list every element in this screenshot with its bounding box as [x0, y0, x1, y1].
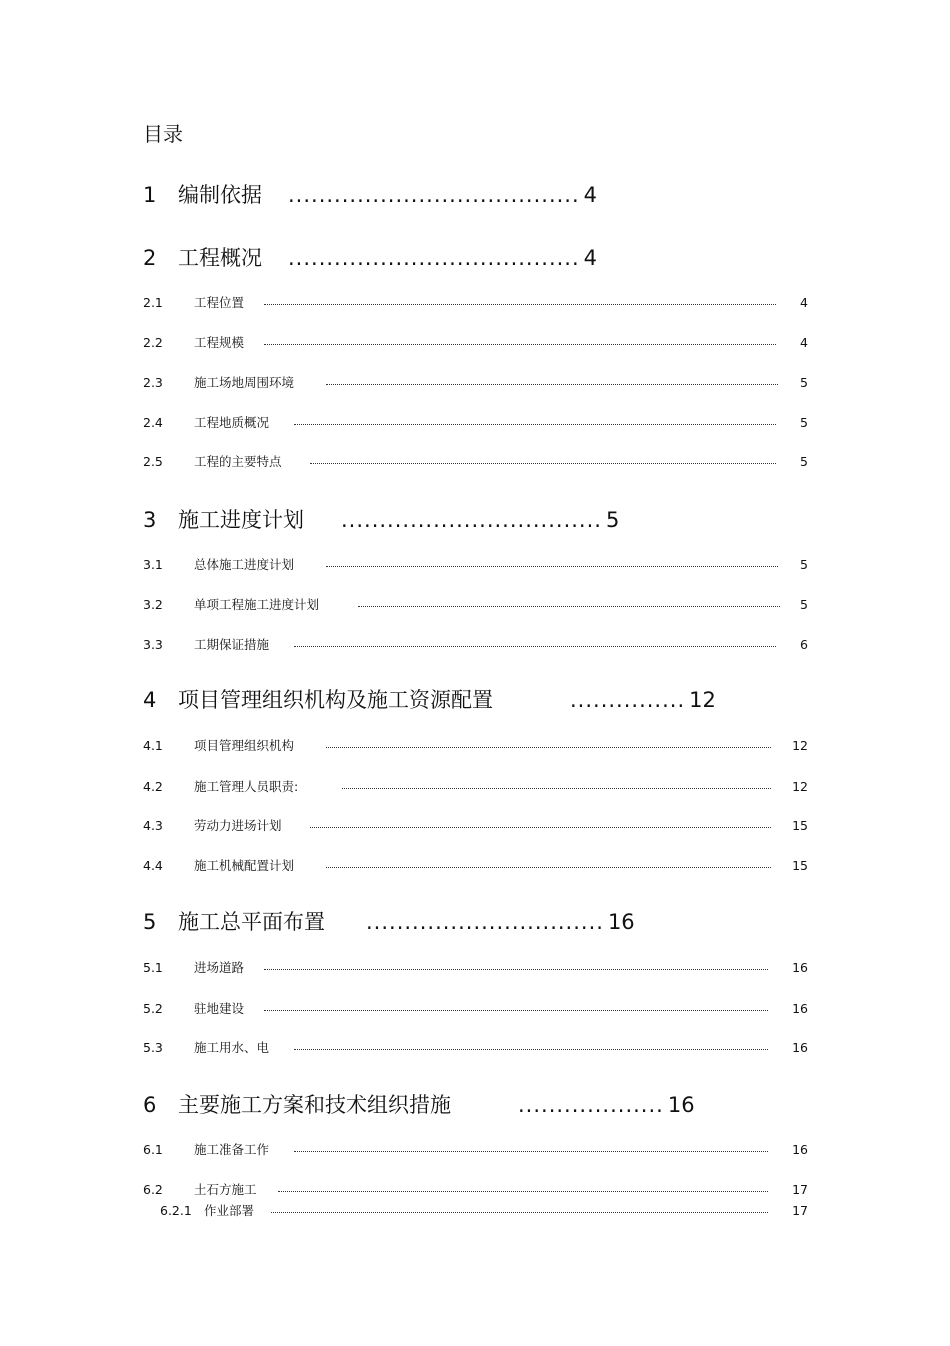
toc-page: 4	[800, 295, 808, 310]
toc-text: 作业部署	[204, 1203, 255, 1218]
toc-entry-5-2[interactable]	[143, 1000, 808, 1018]
toc-entry-4-1[interactable]	[143, 737, 808, 755]
toc-number: 3	[143, 508, 157, 532]
toc-entry-6-2[interactable]	[143, 1181, 808, 1199]
toc-number: 2.4	[143, 415, 163, 430]
toc-dots	[294, 1151, 768, 1152]
toc-page: 16	[792, 1001, 808, 1016]
toc-entry-6-1[interactable]	[143, 1141, 808, 1159]
toc-text: 总体施工进度计划	[194, 557, 295, 572]
toc-page: 6	[800, 637, 808, 652]
toc-page: 16	[607, 910, 635, 934]
toc-page: 5	[800, 415, 808, 430]
toc-text: 施工总平面布置	[178, 910, 325, 934]
toc-number: 2.3	[143, 375, 163, 390]
toc-dots	[264, 344, 776, 345]
toc-text: 主要施工方案和技术组织措施	[178, 1093, 451, 1117]
toc-text: 工程的主要特点	[194, 454, 282, 469]
toc-number: 5.1	[143, 960, 163, 975]
toc-number: 3.1	[143, 557, 163, 572]
toc-entry-2-4[interactable]	[143, 414, 808, 432]
toc-dots	[358, 606, 780, 607]
toc-page: 5	[800, 597, 808, 612]
toc-entry-2-1[interactable]	[143, 294, 808, 312]
toc-page: 12	[689, 688, 716, 712]
toc-entry-3-3[interactable]	[143, 636, 808, 654]
toc-number: 4	[143, 688, 157, 712]
toc-entry-4-4[interactable]	[143, 857, 808, 875]
toc-dots	[271, 1212, 768, 1213]
toc-text: 施工进度计划	[178, 508, 304, 532]
toc-entry-3[interactable]	[143, 505, 619, 535]
toc-title: 目录	[143, 122, 183, 146]
toc-dots	[264, 969, 768, 970]
toc-text: 施工管理人员职责:	[194, 779, 299, 794]
toc-entry-5-3[interactable]	[143, 1039, 808, 1057]
toc-number: 2.2	[143, 335, 163, 350]
toc-number: 3.3	[143, 637, 163, 652]
toc-dots	[326, 384, 778, 385]
toc-entry-4-2[interactable]	[143, 778, 808, 796]
toc-text: 单项工程施工进度计划	[194, 597, 320, 612]
toc-dots: ......................................	[288, 183, 580, 207]
toc-page: 16	[792, 1040, 808, 1055]
toc-number: 6.2.1	[160, 1203, 192, 1218]
toc-number: 5	[143, 910, 157, 934]
toc-text: 工程概况	[178, 246, 262, 270]
toc-page: 4	[583, 183, 598, 207]
toc-entry-2[interactable]	[143, 243, 597, 273]
toc-entry-1[interactable]	[143, 180, 597, 210]
toc-text: 工程位置	[194, 295, 245, 310]
toc-entry-4[interactable]	[143, 685, 716, 715]
toc-number: 6	[143, 1093, 157, 1117]
toc-page: 16	[667, 1093, 695, 1117]
toc-dots	[310, 827, 771, 828]
toc-number: 5.3	[143, 1040, 163, 1055]
toc-page: 5	[800, 454, 808, 469]
toc-number: 6.1	[143, 1142, 163, 1157]
toc-number: 2	[143, 246, 157, 270]
toc-page: 16	[792, 960, 808, 975]
toc-entry-6[interactable]	[143, 1090, 695, 1120]
toc-number: 3.2	[143, 597, 163, 612]
toc-text: 土石方施工	[194, 1182, 257, 1197]
toc-dots	[264, 1010, 768, 1011]
toc-entry-5-1[interactable]	[143, 959, 808, 977]
toc-page: 4	[583, 246, 598, 270]
toc-text: 项目管理组织机构	[194, 738, 295, 753]
toc-page: 4	[800, 335, 808, 350]
toc-number: 4.3	[143, 818, 163, 833]
toc-text: 工程地质概况	[194, 415, 270, 430]
toc-number: 1	[143, 183, 157, 207]
toc-page: 5	[605, 508, 620, 532]
toc-dots	[294, 424, 776, 425]
toc-page: 17	[792, 1182, 808, 1197]
toc-page: 16	[792, 1142, 808, 1157]
toc-page: 12	[792, 738, 808, 753]
toc-text: 驻地建设	[194, 1001, 245, 1016]
toc-dots	[294, 646, 776, 647]
toc-entry-3-2[interactable]	[143, 596, 808, 614]
toc-page: 12	[792, 779, 808, 794]
toc-dots	[326, 566, 778, 567]
toc-entry-6-2-1[interactable]	[160, 1202, 808, 1220]
toc-entry-2-2[interactable]	[143, 334, 808, 352]
toc-page: 5	[800, 557, 808, 572]
toc-entry-2-3[interactable]	[143, 374, 808, 392]
toc-dots: ......................................	[288, 246, 580, 270]
toc-text: 施工准备工作	[194, 1142, 270, 1157]
toc-dots: ..................................	[341, 508, 602, 532]
toc-page: 15	[792, 858, 808, 873]
toc-entry-5[interactable]	[143, 907, 635, 937]
toc-number: 2.5	[143, 454, 163, 469]
toc-dots: ...................	[518, 1093, 664, 1117]
toc-page: 5	[800, 375, 808, 390]
toc-text: 工期保证措施	[194, 637, 270, 652]
toc-text: 劳动力进场计划	[194, 818, 282, 833]
toc-text: 项目管理组织机构及施工资源配置	[178, 688, 493, 712]
toc-page: 15	[792, 818, 808, 833]
toc-dots	[294, 1049, 768, 1050]
toc-text: 施工用水、电	[194, 1040, 270, 1055]
toc-text: 进场道路	[194, 960, 245, 975]
toc-dots	[310, 463, 776, 464]
toc-dots	[278, 1191, 768, 1192]
toc-page: 17	[792, 1203, 808, 1218]
toc-dots	[264, 304, 776, 305]
toc-entry-2-5[interactable]	[143, 453, 808, 471]
toc-text: 施工机械配置计划	[194, 858, 295, 873]
toc-number: 4.1	[143, 738, 163, 753]
toc-dots: ...............	[570, 688, 686, 712]
toc-entry-4-3[interactable]	[143, 817, 808, 835]
toc-number: 6.2	[143, 1182, 163, 1197]
toc-number: 5.2	[143, 1001, 163, 1016]
toc-dots	[326, 747, 771, 748]
toc-dots	[342, 788, 771, 789]
toc-number: 4.4	[143, 858, 163, 873]
toc-text: 施工场地周围环境	[194, 375, 295, 390]
toc-entry-3-1[interactable]	[143, 556, 808, 574]
toc-dots: ...............................	[366, 910, 604, 934]
toc-text: 工程规模	[194, 335, 245, 350]
toc-text: 编制依据	[178, 183, 262, 207]
toc-number: 4.2	[143, 779, 163, 794]
toc-number: 2.1	[143, 295, 163, 310]
toc-dots	[326, 867, 771, 868]
